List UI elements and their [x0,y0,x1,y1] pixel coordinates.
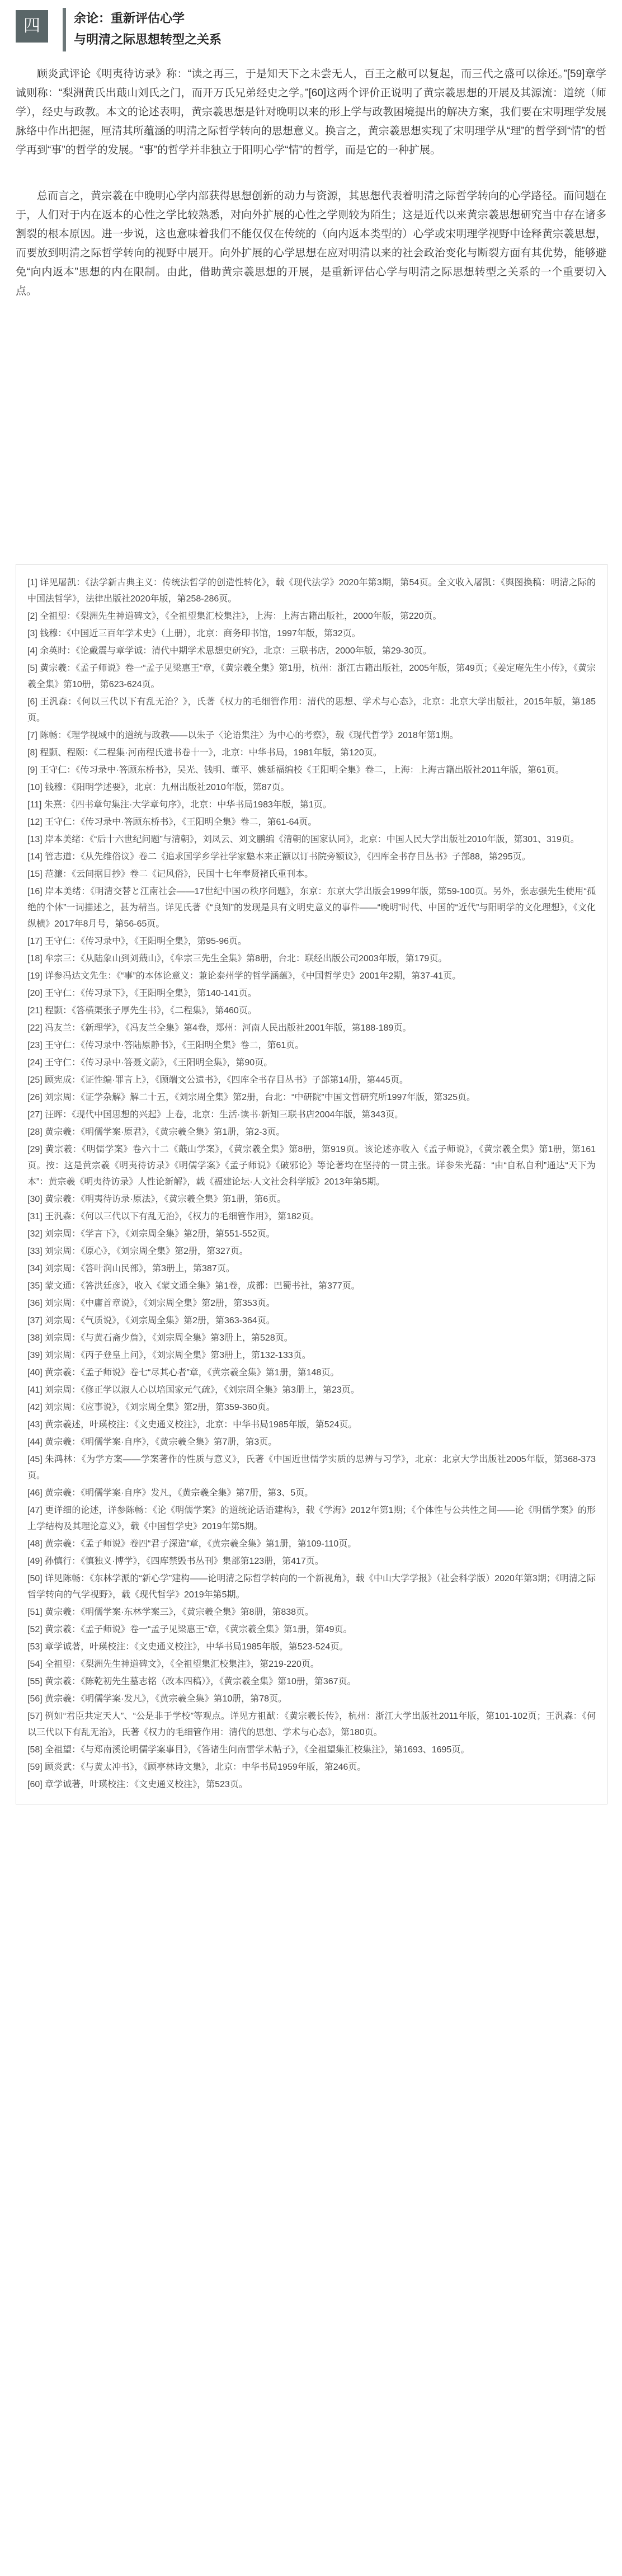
footnote-item: [5] 黄宗羲：《孟子师说》卷一“孟子见梁惠王”章，《黄宗羲全集》第1册，杭州：浙江古籍出版社，2005年版，第49页；《姜定庵先生小传》，《黄宗羲全集》第10册，第623-624页。 [27,664,596,689]
body-paragraph: 顾炎武评论《明夷待访录》称：“读之再三，于是知天下之未尝无人，百王之敝可以复起，而三代之盛可以徐还。”[59]章学诚则称：“梨洲黄氏出蕺山刘氏之门，而开万氏兄弟经史之学。”[60]这两个评价正说明了黄宗羲思想的开展及其源流：道统（师学），经史与政教。本文的论述表明，黄宗羲思想是针对晚明以来的形上学与政教困境提出的解决方案，我们要在宋明理学发展脉络中作出把握，厘清其所蕴涵的明清之际哲学转向的思想意义。换言之，黄宗羲思想实现了宋明理学从“理”的哲学到“情”的哲学再到“事”的哲学的发展。“事”的哲学并非独立于阳明心学“情”的哲学，而是它的一种扩展。 [16,68,606,156]
footnote-item: [57] 例如“君臣共定天人”、“公是非于学校”等观点。详见方祖猷：《黄宗羲长传》，杭州：浙江大学出版社2011年版，第101-102页；王汎森：《何以三代以下有乱无治》，氏著《权力的毛细管作用：清代的思想、学术与心态》，第180页。 [27,1712,596,1737]
footnote-item: [15] 范濂：《云间据目抄》卷二《记风俗》，民国十七年奉贤褚氏重刊本。 [27,869,314,879]
footnote-item: [56] 黄宗羲：《明儒学案·发凡》，《黄宗羲全集》第10册，第78页。 [27,1694,288,1704]
article-body [16,65,606,328]
footnote-item: [12] 王守仁：《传习录中·答顾东桥书》，《王阳明全集》卷二，第61-64页。 [27,817,317,827]
footnote-item: [36] 刘宗周：《中庸首章说》，《刘宗周全集》第2册，第353页。 [27,1299,275,1308]
footnote-item: [23] 王守仁：《传习录中·答陆原静书》，《王阳明全集》卷二，第61页。 [27,1041,304,1050]
footnote-item: [37] 刘宗周：《气质说》，《刘宗周全集》第2册，第363-364页。 [27,1316,275,1325]
section-header [16,6,609,59]
section-number-badge: 四 [16,10,48,43]
footnote-item: [27] 汪晖：《现代中国思想的兴起》上卷，北京：生活·读书·新知三联书店2004年版，第343页。 [27,1110,404,1120]
footnote-item: [1] 详见屠凯：《法学新古典主义：传统法哲学的创造性转化》，载《现代法学》2020年第3期，第54页。全文收入屠凯：《舆图换稿：明清之际的中国法哲学》，法律出版社2020年版，第258-286页。 [27,578,596,604]
footnote-item: [7] 陈畅：《理学视域中的道统与政教——以朱子〈论语集注〉为中心的考察》，载《现代哲学》2018年第1期。 [27,731,459,740]
footnote-item: [9] 王守仁：《传习录中·答顾东桥书》，吴光、钱明、董平、姚延福编校《王阳明全集》卷二，上海：上海古籍出版社2011年版，第61页。 [27,765,564,775]
footnote-item: [41] 刘宗周：《修正学以淑人心以培国家元气疏》，《刘宗周全集》第3册上，第23页。 [27,1385,360,1395]
footnotes-list [16,565,607,1804]
footnote-item: [14] 管志道：《从先维俗议》卷二《追求国学乡学社学家塾本来正额以订书院旁额议》，《四库全书存目丛书》子部88，第295页。 [27,852,531,862]
footnote-item: [40] 黄宗羲：《孟子师说》卷七“尽其心者”章，《黄宗羲全集》第1册，第148页。 [27,1368,340,1378]
footnote-item: [38] 刘宗周：《与黄石斋少詹》，《刘宗周全集》第3册上，第528页。 [27,1333,293,1343]
section-title [74,8,222,50]
footnote-item: [58] 全祖望：《与郑南溪论明儒学案事目》，《答诸生问南雷学术帖子》，《全祖望集汇校集注》，第1693、1695页。 [27,1745,470,1755]
footnote-item: [51] 黄宗羲：《明儒学案·东林学案三》，《黄宗羲全集》第8册，第838页。 [27,1607,314,1617]
footnote-item: [33] 刘宗周：《原心》，《刘宗周全集》第2册，第327页。 [27,1247,248,1256]
footnote-item: [18] 牟宗三：《从陆象山到刘蕺山》，《牟宗三先生全集》第8册，台北：联经出版公司2003年版，第179页。 [27,954,447,963]
footnote-item: [50] 详见陈畅：《东林学派的“新心学”建构——论明清之际哲学转向的一个新视角》，载《中山大学学报》（社会科学版）2020年第3期；《明清之际哲学转向的气学视野》，载《现代哲学》2019年第5期。 [27,1574,596,1600]
footnote-item: [34] 刘宗周：《答叶润山民部》，第3册上，第387页。 [27,1264,235,1273]
footnote-item: [35] 蒙文通：《答洪廷彦》，收入《蒙文通全集》第1卷，成都：巴蜀书社，第377页。 [27,1281,360,1291]
footnote-item: [44] 黄宗羲：《明儒学案·自序》，《黄宗羲全集》第7册，第3页。 [27,1437,277,1447]
footnote-item: [8] 程颢、程颐：《二程集·河南程氏遗书卷十一》，北京：中华书局，1981年版，第120页。 [27,748,382,758]
footnote-item: [43] 黄宗羲述，叶瑛校注：《文史通义校注》，北京：中华书局1985年版，第524页。 [27,1420,357,1430]
footnote-item: [21] 程颢：《答横渠张子厚先生书》，《二程集》，第460页。 [27,1006,257,1016]
footnote-item: [17] 王守仁：《传习录中》，《王阳明全集》，第95-96页。 [27,937,247,946]
footnote-item: [60] 章学诚著，叶瑛校注：《文史通义校注》，第523页。 [27,1780,248,1789]
footnote-item: [53] 章学诚著，叶瑛校注：《文史通义校注》，中华书局1985年版，第523-524页。 [27,1642,348,1652]
footnote-item: [52] 黄宗羲：《孟子师说》卷一“孟子见梁惠王”章，《黄宗羲全集》第1册，第49页。 [27,1625,352,1634]
footnote-item: [59] 顾炎武：《与黄太冲书》，《顾亭林诗文集》，北京：中华书局1959年版，第246页。 [27,1762,366,1772]
footnote-item: [20] 王守仁：《传习录下》，《王阳明全集》，第140-141页。 [27,989,257,998]
section-title-line-1: 余论：重新评估心学 [74,11,185,25]
footnote-item: [30] 黄宗羲：《明夷待访录·原法》，《黄宗羲全集》第1册，第6页。 [27,1195,286,1204]
footnote-item: [31] 王汎森：《何以三代以下有乱无治》，《权力的毛细管作用》，第182页。 [27,1212,319,1221]
footnote-item: [45] 朱鸿林：《为学方案——学案著作的性质与意义》，氏著《中国近世儒学实质的思辨与习学》，北京：北京大学出版社2005年版，第368-373页。 [27,1455,596,1480]
footnote-item: [42] 刘宗周：《应事说》，《刘宗周全集》第2册，第359-360页。 [27,1403,275,1412]
footnote-item: [26] 刘宗周：《证学杂解》解二十五，《刘宗周全集》第2册，台北：“中研院”中国文哲研究所1997年版，第325页。 [27,1093,475,1102]
footnote-item: [32] 刘宗周：《学言下》，《刘宗周全集》第2册，第551-552页。 [27,1229,275,1239]
footnote-item: [29] 黄宗羲：《明儒学案》卷六十二《蕺山学案》，《黄宗羲全集》第8册，第919页。该论述亦收入《孟子师说》，《黄宗羲全集》第1册，第161页。按：这是黄宗羲《明夷待访录》《明儒学案》《孟子师说》《破邪论》等论著均在坚持的一贯主张。详参朱光磊：“由“自私自利”通达“天下为本”：黄宗羲《明夷待访录》人性论新解》，载《福建论坛·人文社会科学版》2013年第5期。 [27,1145,596,1187]
footnote-item: [13] 岸本美绪：《“后十六世纪问题”与清朝》，刘凤云、刘文鹏编《清朝的国家认同》，北京：中国人民大学出版社2010年版，第301、319页。 [27,835,579,844]
footnote-item: [4] 余英时：《论戴震与章学诚：清代中期学术思想史研究》，北京：三联书店，2000年版，第29-30页。 [27,646,432,656]
footnote-item: [46] 黄宗羲：《明儒学案·自序》发凡，《黄宗羲全集》第7册，第3、5页。 [27,1488,314,1498]
footnote-item: [19] 详参冯达文先生：《“事”的本体论意义：兼论泰州学的哲学涵蕴》，《中国哲学史》2001年2期，第37-41页。 [27,971,461,981]
footnote-item: [16] 岸本美绪：《明清交替と江南社会——17世纪中国の秩序问题》，东京：东京大学出版会1999年版，第59-100页。另外，张志强先生使用“孤绝的个体”一词描述之，甚为精当。详见氏著《“良知”的发现是具有文明史意义的事件——“晚明”时代、中国的“近代”与阳明学的文化理想》，《文化纵横》2017年8月号，第56-65页。 [27,887,596,929]
footnote-item: [48] 黄宗羲：《孟子师说》卷四“君子深造”章，《黄宗羲全集》第1册，第109-110页。 [27,1539,357,1549]
footnote-item: [49] 孙慎行：《慎独义·博学》，《四库禁毁书丛刊》集部第123册，第417页。 [27,1557,324,1566]
footnote-item: [24] 王守仁：《传习录中·答聂文蔚》，《王阳明全集》，第90页。 [27,1058,273,1068]
footnote-item: [11] 朱熹：《四书章句集注·大学章句序》，北京：中华书局1983年版，第1页。 [27,800,332,810]
footnote-item: [25] 顾宪成：《证性编·罪言上》，《顾端文公遗书》，《四库全书存目丛书》子部第14册，第445页。 [27,1075,408,1085]
footnote-item: [3] 钱穆：《中国近三百年学术史》（上册），北京：商务印书馆，1997年版，第32页。 [27,629,361,638]
section-title-line-2: 与明清之际思想转型之关系 [74,32,222,46]
footnote-item: [10] 钱穆：《阳明学述要》，北京：九州出版社2010年版，第87页。 [27,783,290,792]
footnote-item: [28] 黄宗羲：《明儒学案·原君》，《黄宗羲全集》第1册，第2-3页。 [27,1127,285,1137]
footnote-item: [47] 更详细的论述，详参陈畅：《论《明儒学案》的道统论话语建构》，载《学海》2012年第1期；《个体性与公共性之间——论《明儒学案》的形上学结构及其理论意义》，载《中国哲学史》2019年第5期。 [27,1506,596,1531]
footnote-item: [22] 冯友兰：《新理学》，《冯友兰全集》第4卷，郑州：河南人民出版社2001年版，第188-189页。 [27,1023,412,1033]
body-paragraph: 总而言之，黄宗羲在中晚明心学内部获得思想创新的动力与资源，其思想代表着明清之际哲学转向的心学路径。而问题在于，人们对于内在返本的心性之学比较熟悉，对向外扩展的心性之学则较为陌生；这是近代以来黄宗羲思想研究当中存在诸多割裂的根本原因。进一步说，这也意味着我们不能仅仅在传统的（向内返本类型的）心学或宋明理学视野中诠释黄宗羲思想，而要放到明清之际哲学转向的视野中展开。向外扩展的心学思想在应对明清以来的社会政治变化与断裂方面有其优势，能够避免“向内返本”思想的内在限制。由此，借助黄宗羲思想的开展，是重新评估心学与明清之际思想转型之关系的一个重要切入点。 [16,190,606,297]
section-divider-bar [63,8,66,51]
footnote-item: [2] 全祖望：《梨洲先生神道碑文》，《全祖望集汇校集注》，上海：上海古籍出版社，2000年版，第220页。 [27,612,442,621]
footnote-item: [39] 刘宗周：《丙子登皇上问》，《刘宗周全集》第3册上，第132-133页。 [27,1351,311,1360]
footnote-item: [6] 王汎森：《何以三代以下有乱无治？》，氏著《权力的毛细管作用：清代的思想、学术与心态》，北京：北京大学出版社，2015年版，第185页。 [27,697,596,723]
footnote-item: [55] 黄宗羲：《陈乾初先生墓志铭（改本四稿）》，《黄宗羲全集》第10册，第367页。 [27,1677,356,1686]
footnote-item: [54] 全祖望：《梨洲先生神道碑文》，《全祖望集汇校集注》，第219-220页。 [27,1660,319,1669]
footnotes-box [16,564,607,1804]
